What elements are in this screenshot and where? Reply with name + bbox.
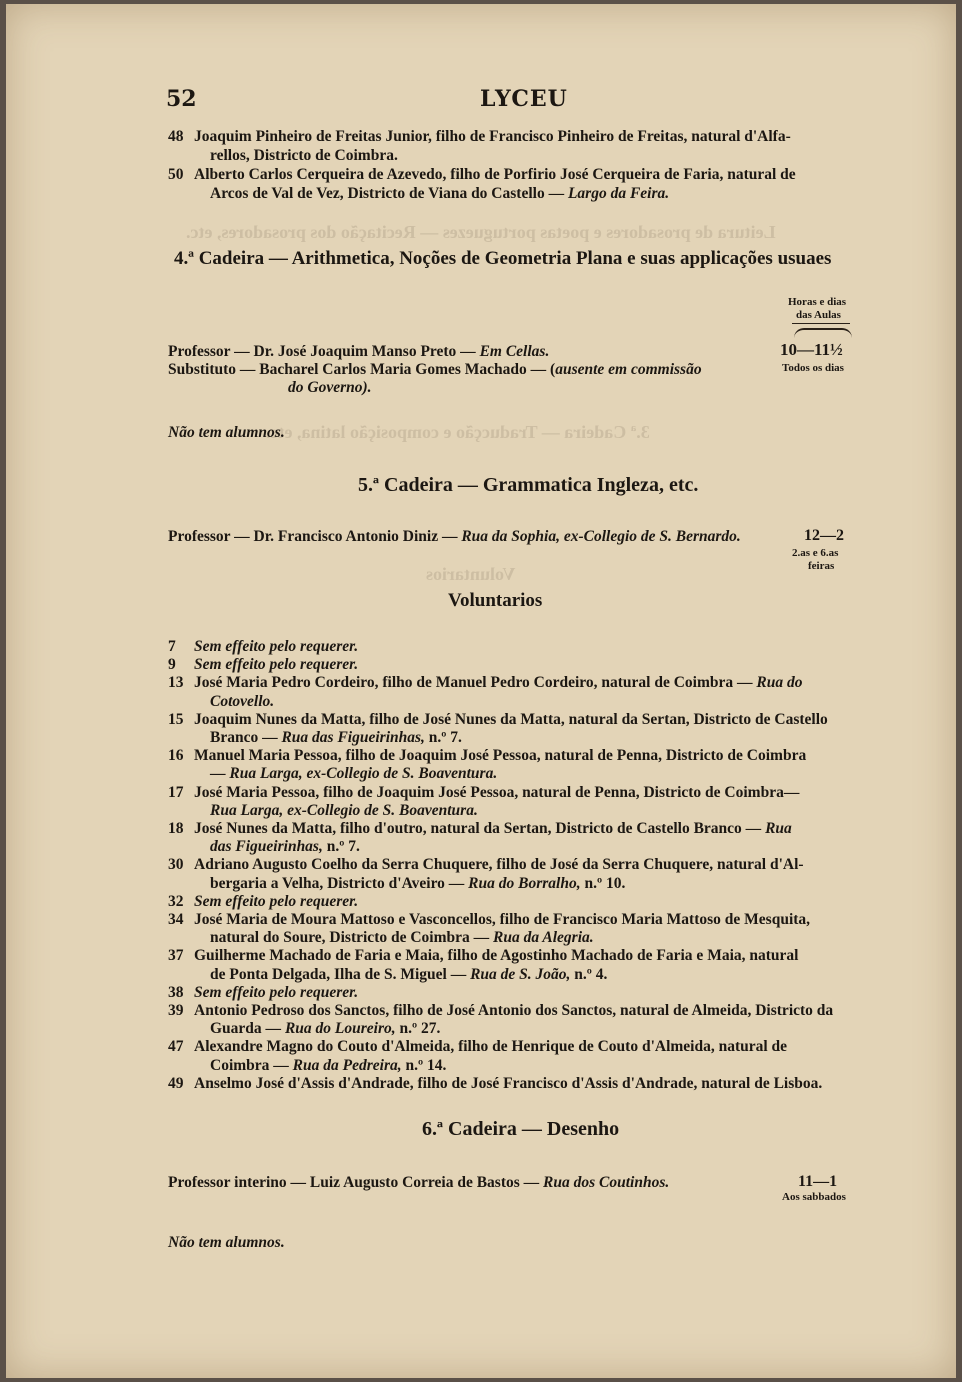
address-text: Rua do: [756, 674, 803, 691]
voluntarios-heading: Voluntarios: [448, 590, 543, 611]
address-text: Rua do Borralho,: [468, 875, 581, 892]
hours-header: Horas e dias: [788, 296, 847, 308]
hours-header-2: das Aulas: [796, 309, 841, 321]
entry-text: José Nunes da Matta, filho d'outro, natural da Sertan, Districto de Castello Branco —: [194, 820, 766, 837]
voluntario-entry: [168, 893, 358, 911]
entry-text: —: [210, 765, 230, 782]
entry-number: 15: [168, 711, 184, 728]
address-text: Rua Larga, ex-Collegio de S. Boaventura.: [210, 802, 478, 819]
bleed-through-text: 3.ª Cadeira — Traducção e composição latina, etc.: [266, 422, 650, 442]
brace: [794, 328, 852, 338]
address-text: Rua do Loureiro,: [284, 1020, 396, 1037]
entry-text: de Ponta Delgada, Ilha de S. Miguel —: [210, 966, 471, 983]
entry-number: 38: [168, 984, 184, 1001]
cadeira-6-professor: Professor interino — Luiz Augusto Correia de Bastos — Rua dos Coutinhos.: [168, 1174, 670, 1191]
voluntario-entry: [168, 1075, 822, 1093]
voluntario-entry: [168, 1002, 833, 1020]
entry-number: 47: [168, 1038, 184, 1055]
entry-text: n.º 4.: [570, 966, 608, 983]
entry-text: Antonio Pedroso dos Sanctos, filho de José Antonio dos Sanctos, natural de Almeida, Districto da: [194, 1002, 834, 1019]
page-number: 52: [166, 86, 197, 112]
entry-text: natural do Soure, Districto de Coimbra —: [210, 929, 494, 946]
bleed-through-text: Voluntarios: [426, 564, 516, 584]
entry-number: 49: [168, 1075, 184, 1092]
address-text: Sem effeito pelo requerer.: [194, 893, 359, 910]
voluntario-entry: [168, 911, 810, 929]
bleed-through-text: Leitura de prosadores e poetas portuguezes — Recitação dos prosadores, etc.: [186, 222, 776, 242]
entry-number: 17: [168, 784, 184, 801]
voluntario-entry-cont: [210, 1057, 446, 1075]
voluntario-entry-cont: [210, 729, 462, 747]
voluntario-entry-cont: [210, 802, 478, 820]
voluntario-entry: [168, 674, 803, 692]
voluntario-entry: [168, 1038, 787, 1056]
entry-text: n.º 10.: [580, 875, 626, 892]
address-text: das Figueirinhas,: [210, 838, 323, 855]
cadeira-6-note: Não tem alumnos.: [168, 1234, 285, 1251]
cadeira-5-hours: 12—2: [804, 527, 844, 544]
voluntario-entry-cont: [210, 838, 360, 856]
entry-text: bergaria a Velha, Districto d'Aveiro —: [210, 875, 469, 892]
cadeira-6-hours: 11—1: [798, 1173, 838, 1190]
address-text: Rua: [765, 820, 792, 837]
address-text: Sem effeito pelo requerer.: [194, 638, 359, 655]
address-text: Rua das Figueirinhas,: [281, 729, 425, 746]
address-text: Rua Larga, ex-Collegio de S. Boaventura.: [229, 765, 498, 782]
header-rule: [792, 323, 850, 324]
cadeira-4-hours: 10—11½: [780, 340, 843, 359]
entry-48: 48 Joaquim Pinheiro de Freitas Junior, filho de Francisco Pinheiro de Freitas, natural d'Alfa-: [168, 128, 791, 145]
cadeira-4-substituto: Substituto — Bacharel Carlos Maria Gomes Machado — (ausente em commissão: [168, 361, 702, 378]
entry-number: 32: [168, 893, 184, 910]
entry-text: José Maria de Moura Mattoso e Vasconcellos, filho de Francisco Maria Mattoso de Mesquita,: [194, 911, 811, 928]
cadeira-5-days: 2.as e 6.as: [792, 547, 839, 559]
entry-number: 39: [168, 1002, 184, 1019]
cadeira-4-substituto-cont: do Governo).: [288, 379, 372, 396]
address-text: Sem effeito pelo requerer.: [194, 984, 359, 1001]
cadeira-4-professor: Professor — Dr. José Joaquim Manso Preto — Em Cellas.: [168, 343, 550, 360]
cadeira-5-title: 5.ª Cadeira — Grammatica Ingleza, etc.: [358, 474, 699, 496]
entry-text: Coimbra —: [210, 1057, 293, 1074]
entry-text: Joaquim Nunes da Matta, filho de José Nunes da Matta, natural da Sertan, Districto de Castello: [194, 711, 828, 728]
cadeira-5-professor: Professor — Dr. Francisco Antonio Diniz — Rua da Sophia, ex-Collegio de S. Bernardo.: [168, 528, 741, 545]
entry-text: n.º 7.: [322, 838, 360, 855]
entry-number: 13: [168, 674, 184, 691]
entry-text: n.º 27.: [395, 1020, 441, 1037]
address-text: Sem effeito pelo requerer.: [194, 656, 359, 673]
entry-text: Manuel Maria Pessoa, filho de Joaquim José Pessoa, natural de Penna, Districto de Coimbra: [194, 747, 807, 764]
entry-text: Guilherme Machado de Faria e Maia, filho de Agostinho Machado de Faria e Maia, natural: [194, 947, 799, 964]
entry-number: 18: [168, 820, 184, 837]
voluntario-entry-cont: [210, 765, 497, 783]
address-text: Cotovello.: [210, 693, 275, 710]
voluntario-entry: [168, 656, 358, 674]
voluntario-entry: [168, 820, 792, 838]
voluntario-entry: [168, 747, 806, 765]
cadeira-4-note: Não tem alumnos.: [168, 424, 285, 441]
entry-text: Branco —: [210, 729, 282, 746]
address-text: Rua de S. João,: [470, 966, 571, 983]
voluntario-entry: [168, 984, 358, 1002]
cadeira-4-days: Todos os dias: [782, 362, 844, 374]
address-text: Rua da Alegria.: [493, 929, 594, 946]
cadeira-6-days: Aos sabbados: [782, 1191, 846, 1203]
entry-number: 16: [168, 747, 184, 764]
entry-text: Adriano Augusto Coelho da Serra Chuquere, filho de José da Serra Chuquere, natural d'Al-: [194, 856, 804, 873]
entry-text: José Maria Pedro Cordeiro, filho de Manuel Pedro Cordeiro, natural de Coimbra —: [194, 674, 757, 691]
entry-number: 9: [168, 656, 176, 673]
running-title: LYCEU: [480, 86, 568, 112]
voluntario-entry: [168, 711, 828, 729]
voluntario-entry-cont: [210, 966, 607, 984]
voluntario-entry-cont: [210, 929, 594, 947]
voluntario-entry: [168, 947, 798, 965]
voluntario-entry: [168, 784, 799, 802]
entry-text: n.º 14.: [401, 1057, 447, 1074]
voluntario-entry-cont: [210, 1020, 440, 1038]
entry-number: 34: [168, 911, 184, 928]
entry-text: José Maria Pessoa, filho de Joaquim José Pessoa, natural de Penna, Districto de Coimbra—: [194, 784, 800, 801]
entry-number: 30: [168, 856, 184, 873]
entry-text: n.º 7.: [424, 729, 462, 746]
cadeira-6-title: 6.ª Cadeira — Desenho: [422, 1118, 620, 1140]
voluntario-entry: [168, 856, 804, 874]
document-page: [6, 4, 956, 1378]
voluntario-entry-cont: [210, 693, 274, 711]
voluntario-entry: [168, 638, 358, 656]
entry-text: Anselmo José d'Assis d'Andrade, filho de José Francisco d'Assis d'Andrade, natural de Lisboa.: [194, 1075, 823, 1092]
entry-text: Alexandre Magno do Couto d'Almeida, filho de Henrique de Couto d'Almeida, natural de: [194, 1038, 788, 1055]
entry-48-cont: rellos, Districto de Coimbra.: [210, 147, 398, 164]
entry-text: Guarda —: [210, 1020, 285, 1037]
entry-50-cont: Arcos de Val de Vez, Districto de Viana do Castello — Largo da Feira.: [210, 185, 670, 202]
entry-50: 50 Alberto Carlos Cerqueira de Azevedo, filho de Porfirio José Cerqueira de Faria, natural de: [168, 166, 796, 183]
cadeira-4-title: 4.ª Cadeira — Arithmetica, Noções de Geometria Plana e suas applicações usuaes: [174, 248, 832, 269]
address-text: Rua da Pedreira,: [292, 1057, 402, 1074]
entry-number: 7: [168, 638, 176, 655]
entry-number: 37: [168, 947, 184, 964]
cadeira-5-days-2: feiras: [808, 560, 835, 572]
voluntario-entry-cont: [210, 875, 625, 893]
